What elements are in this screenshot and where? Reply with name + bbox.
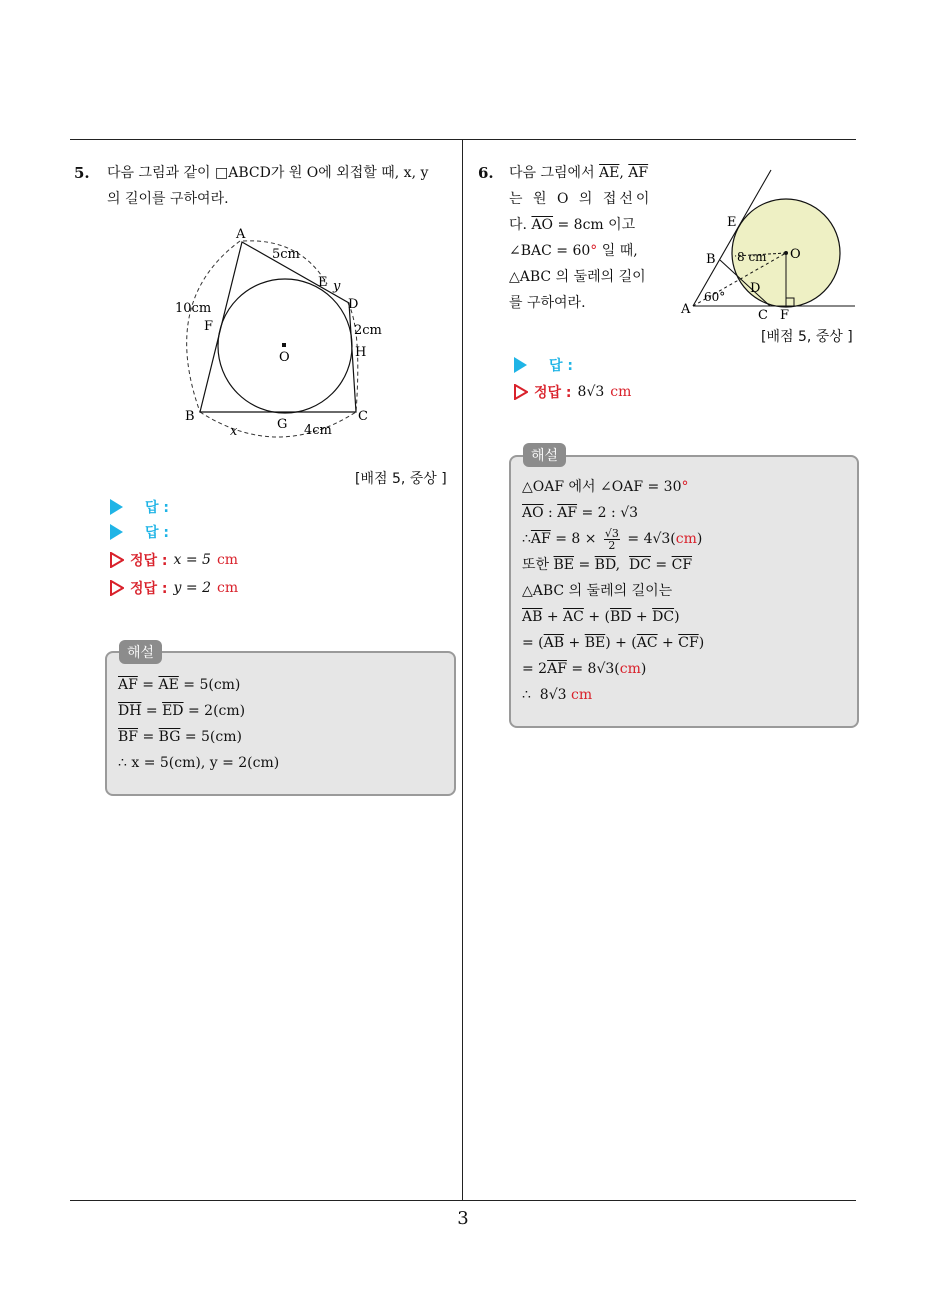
q6-figure (678, 165, 860, 325)
q5-label-4cm: 4cm (304, 423, 332, 438)
blue-triangle-icon (110, 499, 123, 515)
q5-exp-line-4: ∴ x = 5(cm), y = 2(cm) (118, 755, 280, 771)
bottom-rule (70, 1200, 856, 1201)
q6-label-8cm: 8 cm (737, 250, 767, 264)
column-divider (462, 139, 463, 1201)
q6-label-F: F (780, 308, 790, 323)
q5-correct-unit-1: cm (216, 552, 239, 568)
q5-center-dot (282, 343, 286, 347)
q5-quadrilateral (200, 242, 359, 412)
q5-answer-label-1: 답 : (145, 500, 169, 516)
top-rule (70, 139, 856, 140)
q6-exp3-numerator: √3 (604, 526, 619, 540)
q5-exp-line-3: $\overline{BF} = \overline{BG} = 5(cm)$ (118, 729, 242, 745)
q6-exp-line-4: 또한 $\overline{BE} = \overline{BD}$, $\overline{DC} = \overline{CF}$ (522, 557, 693, 573)
q5-label-y: y (333, 279, 341, 294)
q6-answer[interactable] (514, 355, 573, 375)
q5-correct-1 (110, 550, 238, 570)
q6-answer-label: 답 : (549, 358, 573, 374)
q5-correct-unit-2: cm (216, 580, 239, 596)
q6-exp-line-2: $\overline{AO}$ : $\overline{AF} = 2$ : √3 (522, 505, 639, 521)
page-number: 3 (457, 1208, 469, 1229)
red-outline-triangle-icon (514, 384, 528, 400)
q6-label-B: B (706, 252, 716, 267)
q6-exp-line-3: ∴ $\overline{AF}$ = 8 × $\frac{√3}{2}$ = 4√3( cm ) (522, 526, 703, 552)
q6-exp-line-1: △OAF 에서 ∠OAF = 30° (522, 479, 689, 495)
q5-number: 5. (74, 164, 90, 182)
red-outline-triangle-icon (110, 580, 124, 596)
q6-correct (514, 382, 631, 402)
q5-answer-2[interactable] (110, 522, 169, 542)
q5-correct-label-2: 정답 : (130, 581, 168, 597)
blue-triangle-icon (110, 524, 123, 540)
q6-label-60deg: 60° (704, 290, 726, 304)
q5-correct-label-1: 정답 : (130, 553, 168, 569)
q6-correct-value: 8√3 (577, 384, 605, 400)
q5-explanation-tag: 해설 (119, 640, 162, 664)
q6-correct-unit: cm (610, 384, 632, 400)
q5-label-H: H (355, 345, 367, 360)
q5-correct-value-1: x = 5 (173, 552, 211, 568)
q6-exp3-denominator: 2 (608, 538, 616, 552)
q5-figure (160, 220, 400, 445)
q5-exp-line-1: $\overline{AF} = \overline{AE} = 5(cm)$ (118, 677, 241, 693)
q5-answer-1[interactable] (110, 497, 169, 517)
q6-text-line4: ∠BAC = 60° 일 때, (509, 243, 638, 259)
q5-label-C: C (358, 409, 368, 424)
q6-label-C: C (758, 308, 768, 323)
q6-text-line5: △ABC 의 둘레의 길이 (509, 269, 646, 285)
q6-text-line1: 다음 그림에서 $\overline{AE}$, $\overline{AF}$ (509, 165, 649, 181)
q6-exp-line-6: $\overline{AB} + \overline{AC} + (\overline{BD} + \overline{DC})$ (522, 609, 680, 625)
q6-exp-line-7: = $(\overline{AB} + \overline{BE}) + (\overline{AC} + \overline{CF})$ (522, 635, 705, 651)
q6-exp-line-8: = $2\overline{AF} = 8√3(cm)$ (522, 661, 647, 677)
q5-explanation-body (118, 672, 279, 776)
q5-text-line1: 다음 그림과 같이 □ABCD가 원 O에 외접할 때, x, y (107, 165, 429, 181)
q5-text-line2: 의 길이를 구하여라. (107, 191, 229, 207)
q6-text-line2: 는 원 O 의 접선이 (509, 191, 653, 207)
q5-label-E: E (318, 275, 328, 290)
q5-label-O: O (279, 350, 290, 365)
q6-score: [배점 5, 중상 ] (761, 329, 853, 345)
q6-number: 6. (478, 164, 494, 182)
red-outline-triangle-icon (110, 552, 124, 568)
q5-score: [배점 5, 중상 ] (355, 471, 447, 487)
q6-label-D: D (750, 281, 761, 296)
q6-center-dot (784, 251, 788, 255)
q6-label-A: A (681, 302, 691, 317)
q5-label-5cm: 5cm (272, 247, 300, 262)
q5-label-x: x (230, 424, 238, 439)
q6-text-line3: 다. $\overline{AO} = 8cm$ 이고 (509, 217, 636, 233)
blue-triangle-icon (514, 357, 527, 373)
q5-question (107, 160, 457, 212)
q5-label-10cm: 10cm (175, 301, 212, 316)
q6-correct-label: 정답 : (534, 385, 572, 401)
q5-label-2cm: 2cm (354, 323, 382, 338)
q6-exp-line-5: △ABC 의 둘레의 길이는 (522, 583, 673, 599)
q5-label-B: B (185, 409, 195, 424)
q5-label-G: G (277, 417, 288, 432)
q6-text-line6: 를 구하여라. (509, 295, 586, 311)
q5-exp-line-2: $\overline{DH} = \overline{ED} = 2(cm)$ (118, 703, 246, 719)
q6-question (509, 160, 663, 316)
q5-correct-value-2: y = 2 (173, 580, 211, 596)
q5-label-D: D (348, 297, 359, 312)
q6-explanation-tag: 해설 (523, 443, 566, 467)
q5-label-F: F (204, 319, 214, 334)
q6-exp-line-9: ∴ 8√3 cm (522, 687, 593, 703)
q6-explanation-body (522, 474, 852, 708)
q5-answer-label-2: 답 : (145, 525, 169, 541)
q6-label-E: E (727, 215, 737, 230)
q5-label-A: A (236, 227, 246, 242)
q5-correct-2 (110, 578, 238, 598)
q6-label-O: O (790, 247, 801, 262)
